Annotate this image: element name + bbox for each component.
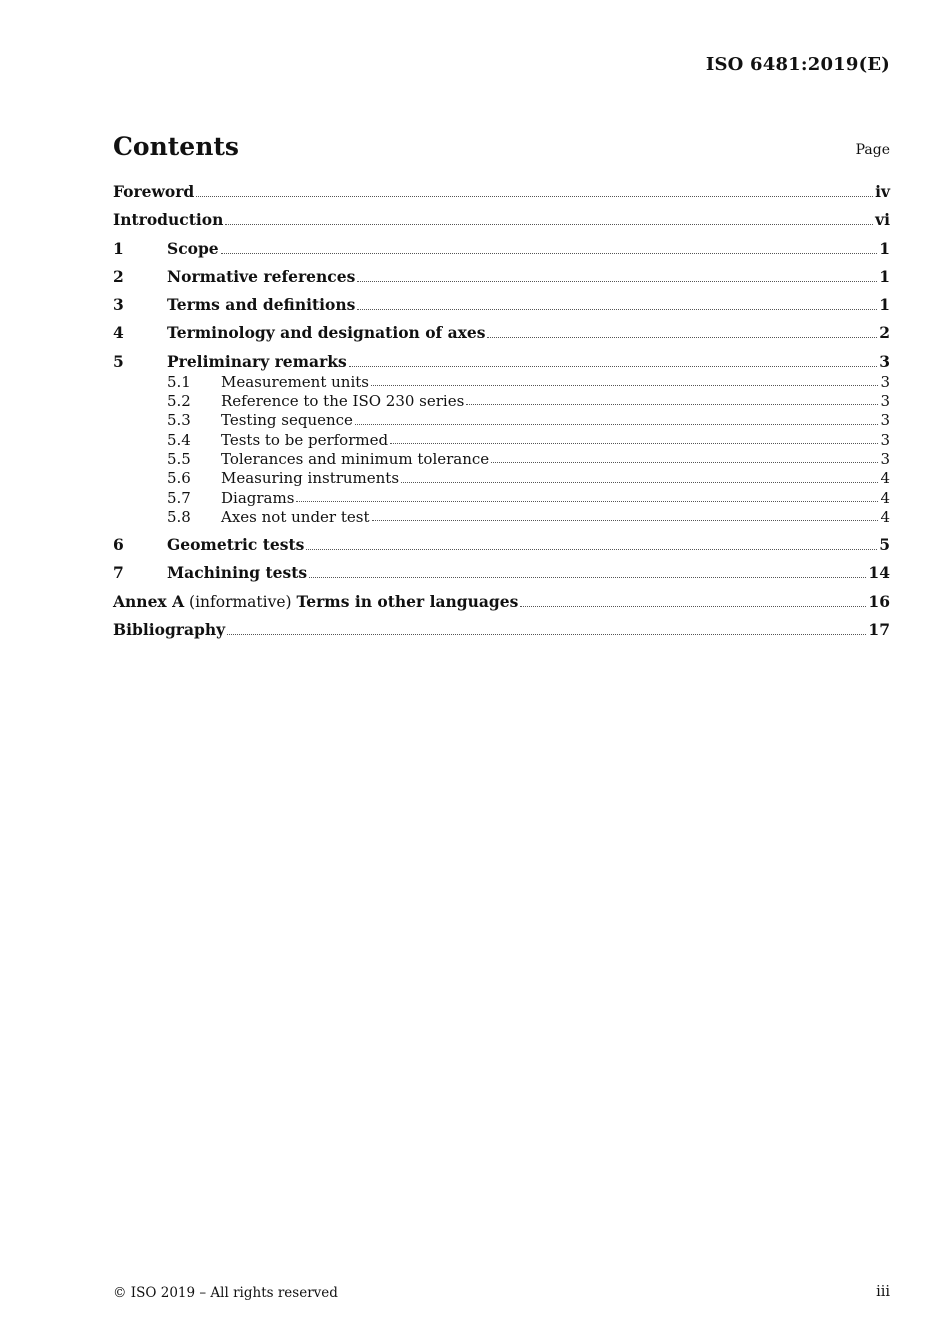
toc-title: Scope [167,238,219,258]
annex-qualifier: (informative) [184,592,297,611]
toc-page: 1 [879,266,890,286]
annex-label: Annex A [113,591,185,611]
toc-page: iv [875,182,890,201]
toc-page: 4 [880,469,890,488]
toc-title: Preliminary remarks [167,351,347,371]
toc-title: Normative references [167,266,356,286]
leader-dots [221,252,878,254]
leader-dots [357,280,877,282]
table-of-contents [113,182,890,648]
toc-title: Machining tests [167,563,308,583]
toc-entry-section-4[interactable] [113,323,890,343]
leader-dots [196,195,873,197]
leader-dots [349,365,877,367]
leader-dots [357,308,877,310]
toc-entry-subsection-5-8[interactable] [113,507,890,526]
toc-page: 3 [879,351,890,371]
toc-entry-subsection-5-1[interactable] [113,372,890,391]
toc-number: 4 [113,323,124,343]
document-id: ISO 6481:2019(E) [705,54,890,75]
leader-dots [227,633,866,635]
leader-dots [355,423,879,425]
toc-number: 5.3 [167,411,191,430]
toc-entry-subsection-5-6[interactable] [113,468,890,487]
toc-page: 3 [880,372,890,391]
toc-page: 1 [879,238,890,258]
toc-number: 3 [113,295,124,315]
toc-number: 7 [113,563,124,583]
toc-entry-section-5[interactable] [113,352,890,372]
toc-entry-section-1[interactable] [113,239,890,259]
leader-dots [466,403,878,405]
toc-entry-subsection-5-4[interactable] [113,430,890,449]
leader-dots [296,500,878,502]
leader-dots [390,442,878,444]
copyright-notice: © ISO 2019 – All rights reserved [113,1285,338,1301]
toc-number: 5.8 [167,507,191,526]
toc-title: Bibliography [113,619,226,639]
toc-entry-bibliography[interactable] [113,620,890,640]
leader-dots [520,605,866,607]
toc-title: Geometric tests [167,534,305,554]
toc-entry-foreword[interactable] [113,182,890,202]
toc-page: 3 [880,449,890,468]
toc-entry-section-2[interactable] [113,267,890,287]
leader-dots [372,519,879,521]
toc-title: Tolerances and minimum tolerance [221,449,490,468]
toc-entry-section-3[interactable] [113,295,890,315]
toc-title: Introduction [113,210,224,230]
toc-title: Foreword [113,182,195,201]
leader-dots [371,384,878,386]
toc-number: 1 [113,238,124,258]
toc-title: Terminology and designation of axes [167,323,486,343]
toc-title: Measuring instruments [221,469,400,488]
toc-page: 2 [879,323,890,343]
toc-title: Measurement units [221,372,369,391]
toc-title: Axes not under test [221,507,370,526]
toc-entry-subsection-5-3[interactable] [113,410,890,429]
page-column-label: Page [855,142,890,158]
leader-dots [309,576,866,578]
toc-number: 5.6 [167,469,191,488]
toc-page: 3 [880,392,890,411]
leader-dots [225,223,873,225]
toc-entry-subsection-5-2[interactable] [113,391,890,410]
page-number: iii [876,1284,890,1300]
toc-entry-section-6[interactable] [113,535,890,555]
toc-number: 5.7 [167,488,191,507]
toc-page: 17 [868,619,890,639]
toc-title: Reference to the ISO 230 series [221,392,465,411]
toc-title: Tests to be performed [221,430,389,449]
toc-number: 5.2 [167,392,191,411]
toc-page: 3 [880,430,890,449]
toc-title: Terms and definitions [167,295,356,315]
leader-dots [401,481,878,483]
toc-page: 5 [879,534,890,554]
toc-number: 5.5 [167,449,191,468]
toc-entry-subsection-5-7[interactable] [113,488,890,507]
toc-number: 5.4 [167,430,191,449]
contents-heading: Contents [113,132,240,161]
toc-page: 4 [880,488,890,507]
toc-page: 14 [868,563,890,583]
annex-title: Terms in other languages [296,591,519,611]
toc-title [113,592,518,612]
toc-number: 5.1 [167,372,191,391]
toc-entry-section-7[interactable] [113,563,890,583]
toc-number: 5 [113,351,124,371]
toc-entry-annex-a[interactable] [113,592,890,612]
toc-entry-subsection-5-5[interactable] [113,449,890,468]
toc-title: Testing sequence [221,411,353,430]
toc-entry-introduction[interactable] [113,210,890,230]
toc-page: 16 [868,591,890,611]
toc-page: 1 [879,295,890,315]
toc-page: vi [875,210,890,230]
toc-number: 6 [113,534,124,554]
toc-title: Diagrams [221,488,295,507]
leader-dots [491,461,878,463]
toc-page: 4 [880,507,890,526]
leader-dots [487,336,877,338]
toc-number: 2 [113,266,124,286]
leader-dots [306,548,877,550]
toc-page: 3 [880,411,890,430]
